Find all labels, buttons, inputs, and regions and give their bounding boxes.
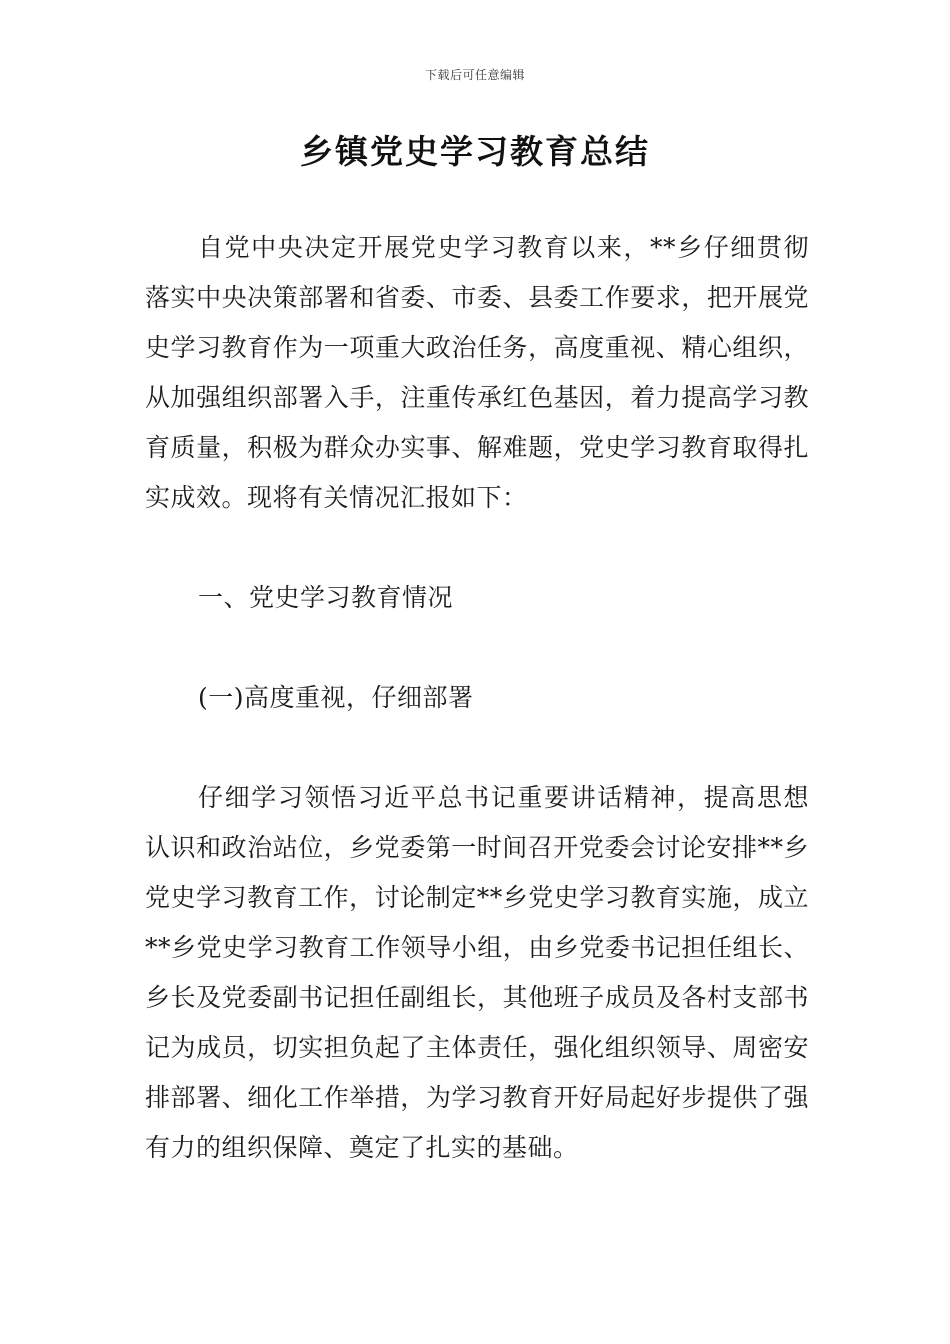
subsection-paragraph: 仔细学习领悟习近平总书记重要讲话精神，提高思想认识和政治站位，乡党委第一时间召开党委会讨论安排**乡党史学习教育工作，讨论制定**乡党史学习教育实施，成立**乡党史学习教育工作领导小组，由乡党委书记担任组长、乡长及党委副书记担任副组长，其他班子成员及各村支部书记为成员，切实担负起了主体责任，强化组织领导、周密安排部署、细化工作举措，为学习教育开好局起好步提供了强有力的组织保障、奠定了扎实的基础。 <box>145 783 809 1162</box>
intro-paragraph: 自党中央决定开展党史学习教育以来，**乡仔细贯彻落实中央决策部署和省委、市委、县委工作要求，把开展党史学习教育作为一项重大政治任务，高度重视、精心组织，从加强组织部署入手，注重传承红色基因，着力提高学习教育质量，积极为群众办实事、解难题，党史学习教育取得扎实成效。现将有关情况汇报如下： <box>145 233 809 512</box>
subsection-heading: (一)高度重视，仔细部署 <box>198 683 474 712</box>
document-title: 乡镇党史学习教育总结 <box>300 132 650 171</box>
header-note: 下载后可任意编辑 <box>424 68 525 82</box>
section-heading: 一、党史学习教育情况 <box>198 583 454 612</box>
